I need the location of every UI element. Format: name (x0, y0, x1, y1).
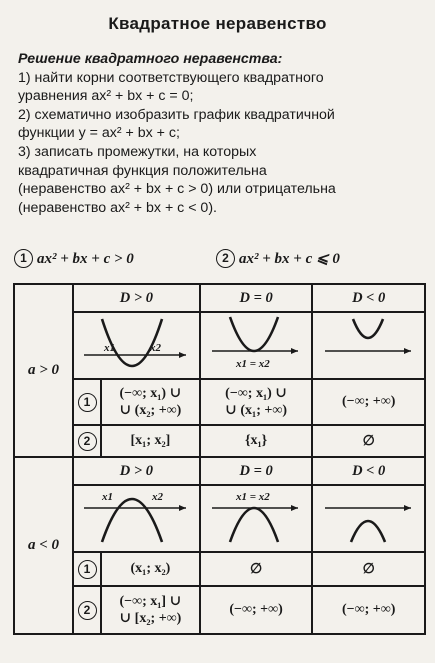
solution-text (18, 50, 423, 217)
interval-text: ∪ (x₁; +∞) (225, 403, 288, 418)
solution-line: 3) записать промежутки, на которых (18, 143, 257, 160)
header-d-positive: D > 0 (73, 284, 200, 312)
circle-number: 1 (14, 249, 33, 268)
header-d-negative: D < 0 (312, 457, 425, 485)
solution-line: уравнения ax² + bx + c = 0; (18, 88, 194, 105)
interval-text: ∅ (249, 561, 263, 577)
solution-line: функции y = ax² + bx + c; (18, 125, 180, 142)
circle-number: 1 (78, 560, 97, 579)
interval-cell (312, 586, 425, 634)
graph-up-d-positive (73, 312, 200, 379)
header-d-positive: D > 0 (73, 457, 200, 485)
graph-up-d-zero (200, 312, 313, 379)
graph-down-d-zero (200, 485, 313, 552)
root-label: x1 (104, 342, 116, 354)
interval-text: (−∞; x₁) ∪ (119, 386, 182, 401)
interval-text: (−∞; +∞) (341, 602, 396, 617)
graph-down-d-negative (312, 485, 425, 552)
interval-cell (200, 425, 313, 457)
inequality-expr: ax² + bx + c ⩽ 0 (239, 251, 340, 267)
label-a-positive: a > 0 (14, 284, 73, 457)
root-label: x1 = x2 (236, 358, 270, 370)
interval-text: [x₁; x₂] (130, 433, 171, 448)
graph-down-d-positive (73, 485, 200, 552)
interval-cell (101, 379, 200, 425)
row-number-2 (73, 586, 101, 634)
interval-text: (−∞; x₁] ∪ (119, 594, 182, 609)
header-d-zero: D = 0 (200, 457, 313, 485)
root-label: x2 (152, 491, 164, 503)
row-number-1 (73, 379, 101, 425)
circle-number: 2 (216, 249, 235, 268)
interval-text: (−∞; +∞) (229, 602, 283, 617)
interval-text: (−∞; +∞) (341, 394, 396, 409)
label-a-negative: a < 0 (14, 457, 73, 634)
interval-cell (312, 379, 425, 425)
root-label: x1 (102, 491, 114, 503)
inequality-expr: ax² + bx + c > 0 (37, 251, 134, 267)
inequality-1 (14, 249, 134, 268)
interval-text: ∅ (362, 561, 375, 577)
interval-text: (−∞; x₁) ∪ (225, 386, 288, 401)
circle-number: 2 (78, 432, 97, 451)
interval-cell (312, 552, 425, 586)
interval-text: {x₁} (244, 433, 268, 448)
solution-line: 2) схематично изобразить график квадратичной (18, 106, 335, 123)
header-d-negative: D < 0 (312, 284, 425, 312)
interval-text: (x₁; x₂) (130, 561, 171, 576)
solutions-table (13, 283, 426, 635)
interval-cell (200, 552, 313, 586)
root-label: x2 (150, 342, 162, 354)
interval-cell (101, 425, 200, 457)
inequality-2 (216, 249, 340, 268)
solution-line: квадратичная функция положительна (18, 162, 267, 179)
page-title: Квадратное неравенство (108, 14, 327, 33)
interval-cell (200, 586, 313, 634)
interval-cell (101, 552, 200, 586)
row-number-2 (73, 425, 101, 457)
solution-line: (неравенство ax² + bx + c < 0). (18, 199, 217, 216)
interval-cell (312, 425, 425, 457)
solution-heading: Решение квадратного неравенства: (18, 51, 283, 67)
header-d-zero: D = 0 (200, 284, 313, 312)
graph-up-d-negative (312, 312, 425, 379)
root-label: x1 = x2 (236, 491, 270, 503)
circle-number: 1 (78, 393, 97, 412)
interval-text: ∪ (x₂; +∞) (119, 403, 182, 418)
solution-line: (неравенство ax² + bx + c > 0) или отрицательна (18, 181, 336, 198)
circle-number: 2 (78, 601, 97, 620)
row-number-1 (73, 552, 101, 586)
interval-text: ∪ [x₂; +∞) (119, 611, 182, 626)
interval-cell (200, 379, 313, 425)
interval-text: ∅ (362, 433, 375, 449)
interval-cell (101, 586, 200, 634)
solution-line: 1) найти корни соответствующего квадратного (18, 69, 324, 86)
